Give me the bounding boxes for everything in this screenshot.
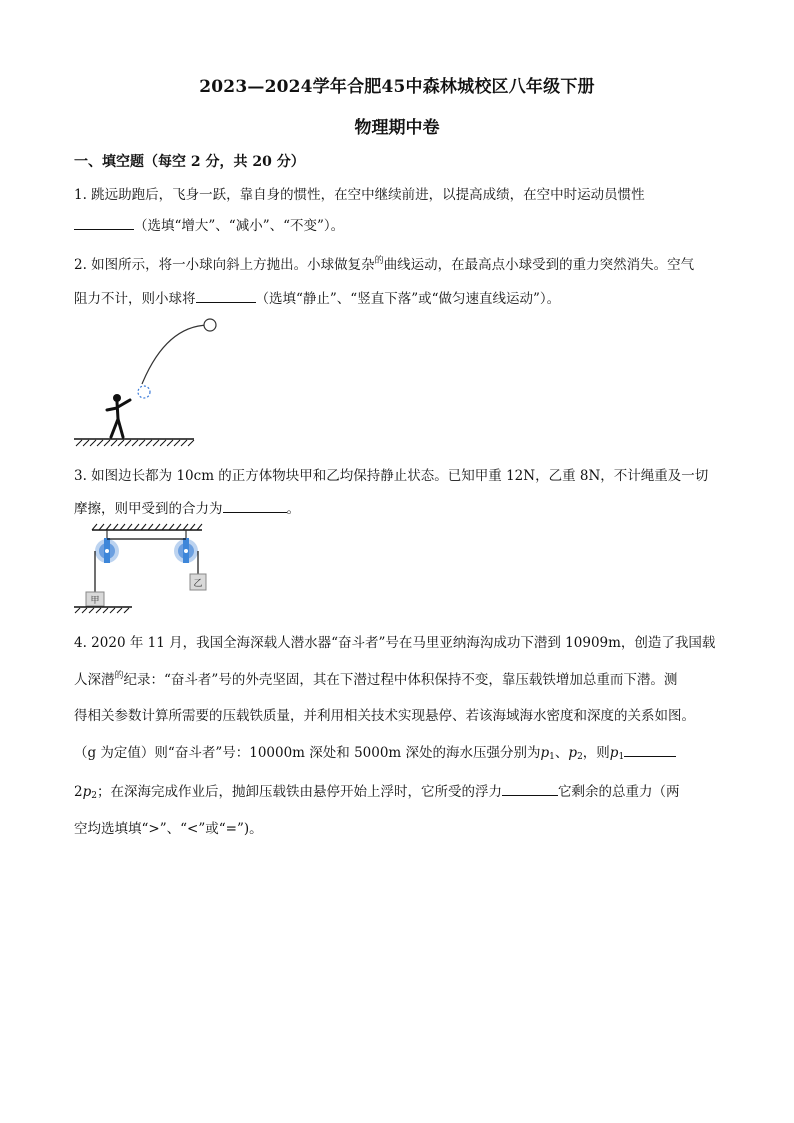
trajectory-curve [142,325,208,384]
q2-text: （选填“静止”、“竖直下落”或“做匀速直线运动”）。 [255,291,561,307]
answer-blank[interactable] [196,290,256,303]
exam-subtitle: 物理期中卷 [354,118,440,138]
pulley-right [174,538,198,563]
pulley-left [95,538,119,563]
q3-text: 摩擦，则甲受到的合力为 [74,501,223,517]
pulley-figure [70,522,220,614]
q4-line6: 空均选填填“>”、“<”或“=”)。 [74,821,263,837]
answer-blank[interactable] [502,783,558,796]
stick-figure [107,394,130,437]
answer-blank[interactable] [223,500,287,513]
section-heading: 一、填空题（每空 2 分，共 20 分） [74,154,305,170]
symbol-p1: $p_1$ [609,745,625,762]
q4-line4 [74,741,676,762]
exam-title: 2023—2024学年合肥45中森林城校区八年级下册 [199,77,595,97]
q4-text: 纪录：“奋斗者”号的外壳坚固，其在下潜过程中体积保持不变，靠压载铁增加总重而下潜。测 [123,672,678,688]
q4-text: 、 [554,745,569,761]
q2-text: 曲线运动，在最高点小球受到的重力突然消失。空气 [383,257,695,273]
q4-line1: 4. 2020 年 11 月，我国全海深载人潜水器“奋斗者”号在马里亚纳海沟成功下潜到 10909m，创造了我国载 [74,635,716,651]
answer-blank[interactable] [624,744,676,757]
q1-line1: 1. 跳远助跑后，飞身一跃，靠自身的惯性，在空中继续前进，以提高成绩，在空中时运动员惯性 [74,187,645,203]
q1-line2 [74,214,344,234]
q4-text: ；在深海完成作业后，抛卸压载铁由悬停开始上浮时，它所受的浮力 [96,784,502,800]
q2-small-char: 的 [374,256,384,266]
q1-text: （选填“增大”、“减小”、“不变”）。 [134,218,345,234]
q4-line5 [74,780,679,801]
q4-text: 它剩余的总重力（两 [557,784,680,800]
q4-text: （g 为定值）则“奋斗者”号：10000m 深处和 5000m 深处的海水压强分别为 [74,745,541,761]
symbol-p1: $p_1$ [540,745,555,762]
q3-line2 [74,497,300,517]
symbol-p2: $p_2$ [568,745,583,762]
q4-text: ，则 [582,745,610,761]
symbol-2p2: $2p_2$ [74,784,97,801]
q4-line2 [74,668,677,688]
q3-text: 。 [286,501,300,517]
q2-line2 [74,287,560,307]
ball-start [138,386,150,398]
projectile-figure [70,312,230,448]
q2-line1 [74,253,694,273]
q2-text: 阻力不计，则小球将 [74,291,196,307]
label-yi: 乙 [193,579,203,589]
q2-text: 2. 如图所示，将一小球向斜上方抛出。小球做复杂 [74,257,375,273]
answer-blank[interactable] [74,217,134,230]
q4-small-char: 的 [114,671,124,681]
ground-hatch [76,440,194,446]
label-jia: 甲 [90,596,100,606]
ball-top [204,319,216,331]
q3-line1: 3. 如图边长都为 10cm 的正方体物块甲和乙均保持静止状态。已知甲重 12N，乙重 8N，不计绳重及一切 [74,468,709,484]
q4-line3: 得相关参数计算所需要的压载铁质量，并利用相关技术实现悬停、若该海域海水密度和深度的关系如图。 [74,708,695,724]
q4-text: 人深潜 [74,672,115,688]
